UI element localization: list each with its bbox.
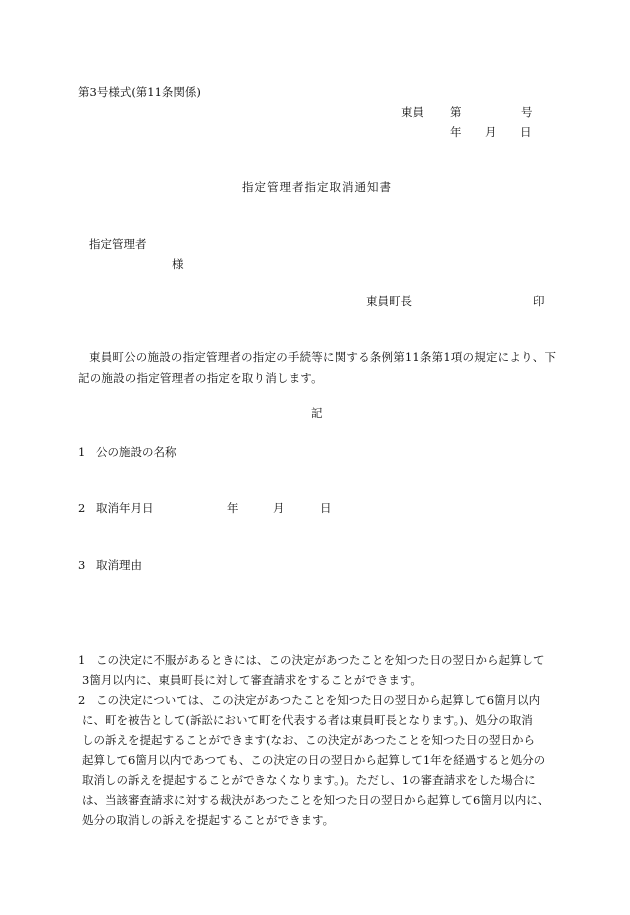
reference-go: 号 — [521, 105, 533, 119]
note-number: 2 — [78, 693, 86, 707]
note-number: 1 — [78, 653, 86, 667]
item-cancel-reason-label: 取消理由 — [96, 558, 142, 572]
item-number: 3 — [78, 558, 86, 572]
body-paragraph — [78, 347, 560, 389]
note-line: しの訴えを提起することができます(なお、この決定があつたことを知つた日の翌日から — [82, 733, 535, 747]
item-cancel-date-label: 取消年月日 — [96, 501, 154, 515]
addressee-label: 指定管理者 — [89, 237, 147, 251]
seal-mark: 印 — [533, 294, 545, 308]
cancel-date-month: 月 — [273, 501, 285, 515]
form-number-label: 第3号様式(第11条関係) — [78, 85, 201, 99]
item-number: 1 — [78, 445, 86, 459]
note-block — [78, 650, 560, 830]
issuer-name: 東員町長 — [366, 294, 412, 308]
note-line: に、町を被告として(訴訟において町を代表する者は東員町長となります。)、処分の取消 — [82, 713, 533, 727]
item-facility-name-label: 公の施設の名称 — [96, 445, 177, 459]
reference-prefix: 東員 — [401, 105, 424, 119]
note-line: 1 この決定に不服があるときには、この決定があつたことを知つた日の翌日から起算して — [78, 650, 560, 670]
cancel-date-day: 日 — [320, 501, 332, 515]
body-line: 記の施設の指定管理者の指定を取り消します。 — [78, 371, 323, 385]
header-date-year: 年 — [450, 125, 462, 139]
cancel-date-year: 年 — [227, 501, 239, 515]
note-line: 3箇月以内に、東員町長に対して審査請求をすることができます。 — [82, 673, 422, 687]
note-line: は、当該審査請求に対する裁決があつたことを知つた日の翌日から起算して6箇月以内に、 — [82, 793, 550, 807]
addressee-honorific: 様 — [172, 257, 184, 271]
item-number: 2 — [78, 501, 86, 515]
note-line: 取消しの訴えを提起することができなくなります。)。ただし、1の審査請求をした場合に — [82, 773, 536, 787]
body-line: 東員町公の施設の指定管理者の指定の手続等に関する条例第11条第1項の規定により、下 — [89, 350, 557, 364]
document-title: 指定管理者指定取消通知書 — [242, 180, 392, 194]
note-line: 起算して6箇月以内であつても、この決定の日の翌日から起算して1年を経過すると処分の — [82, 753, 546, 767]
ki-heading: 記 — [311, 406, 323, 420]
note-line: 処分の取消しの訴えを提起することができます。 — [82, 813, 335, 827]
header-date-day: 日 — [520, 125, 532, 139]
note-line: 2 この決定については、この決定があつたことを知つた日の翌日から起算して6箇月以内 — [78, 690, 560, 710]
header-date-month: 月 — [485, 125, 497, 139]
reference-dai: 第 — [450, 105, 462, 119]
